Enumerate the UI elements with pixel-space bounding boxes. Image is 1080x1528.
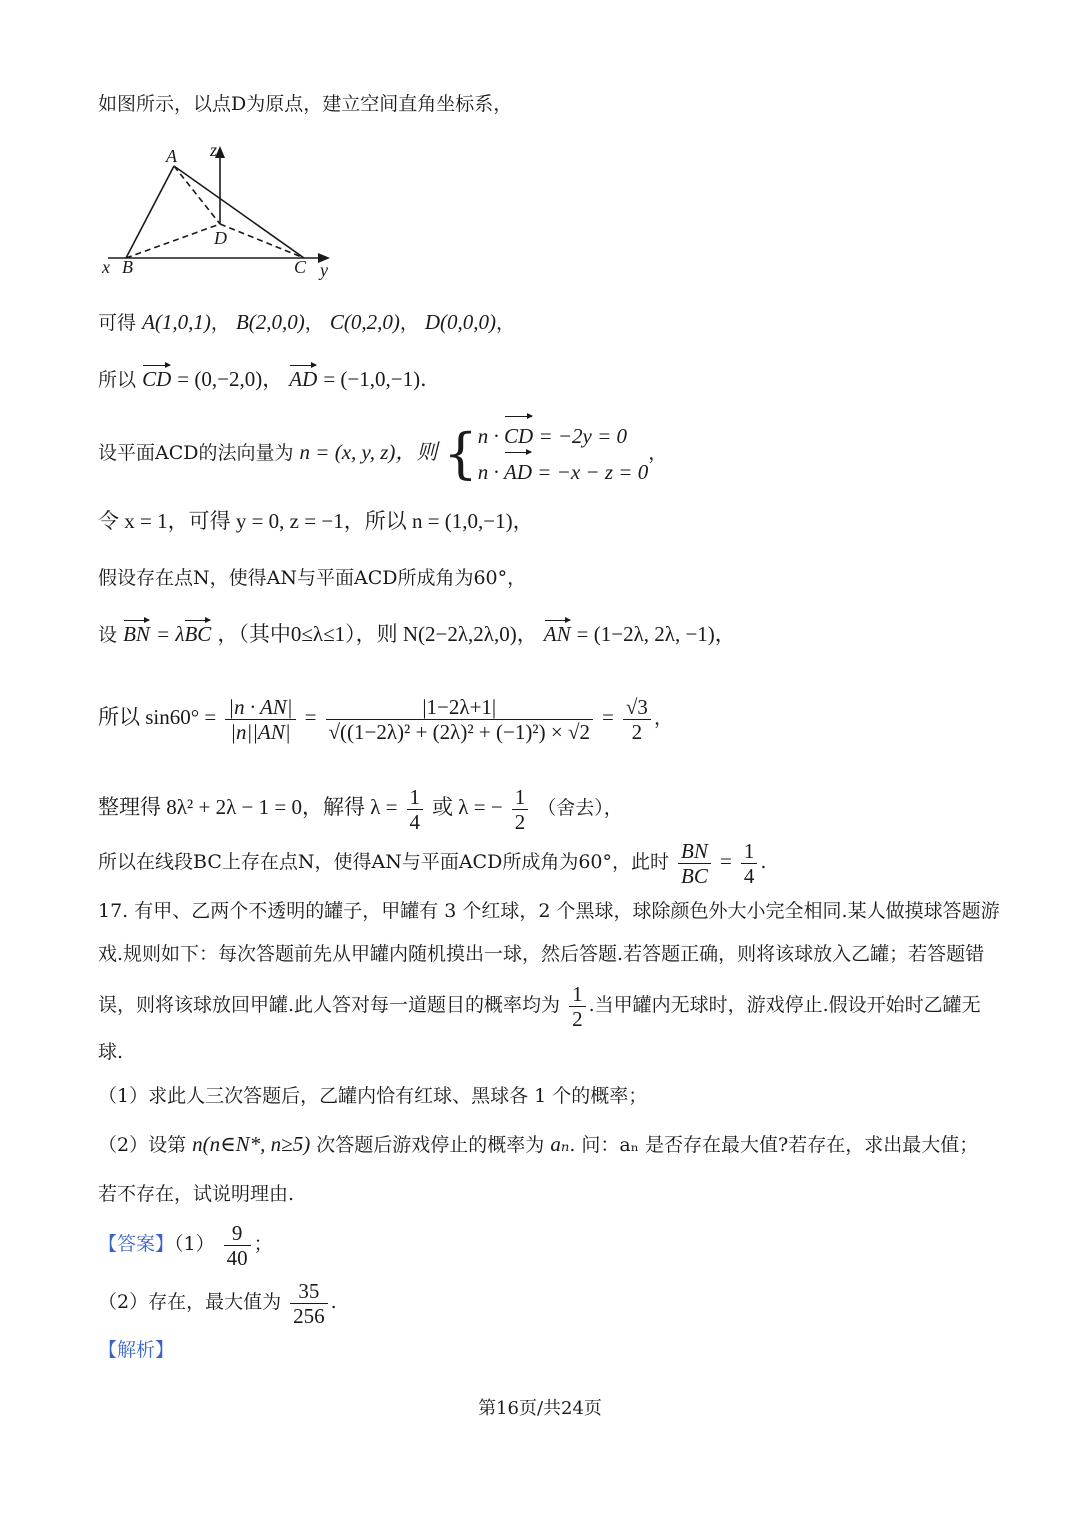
vector-CD: CD	[142, 367, 172, 391]
answer-line-1: 【答案】（1） $\frac{9}{40}$ ；	[98, 1220, 273, 1270]
label-z: z	[210, 140, 218, 160]
point-A: A(1,0,1)	[142, 310, 211, 334]
left-brace: {	[443, 422, 478, 485]
edge-AC	[174, 166, 304, 258]
q17-line-1: 17. 有甲、乙两个不透明的罐子，甲罐有 3 个红球，2 个黑球，球除颜色外大小完全相同.某人做摸球答题游	[98, 900, 1000, 922]
q17-line-4: 球.	[98, 1041, 124, 1063]
sine-equation-line: 所以 sin60° = $\frac{|n \cdot AN|}{|n||AN|}$ = $\frac{|1-2\lambda+1|}{\text{√((1−2λ)² + (2λ)² + (−1)²) × √2}}$ = $\frac{√3}{2}$ ，	[98, 694, 673, 744]
vectors-line: 所以 CD = (0,−2,0)， AD = (−1,0,−1)．	[98, 367, 442, 391]
intro-text: 如图所示，以点D为原点，建立空间直角坐标系，	[98, 93, 513, 115]
point-B: B(2,0,0)	[235, 310, 305, 334]
q17-line-3: 误，则将该球放回甲罐.此人答对每一道题目的概率均为 $\frac{1}{2}$ .当甲罐内无球时，游戏停止.假设开始时乙罐无	[98, 981, 981, 1031]
edge-AD	[174, 166, 220, 224]
point-D: D(0,0,0)	[424, 310, 497, 334]
coordinate-figure	[98, 140, 348, 280]
q17-line-2: 戏.规则如下：每次答题前先从甲罐内随机摸出一球，然后答题.若答题正确，则将该球放入乙罐；若答题错	[98, 943, 985, 965]
answer-label: 【答案】	[98, 1233, 175, 1255]
answer-line-2: （2）存在，最大值为 $\frac{35}{256}$ .	[98, 1278, 337, 1328]
normal-vector-line: 设平面ACD的法向量为 n = (x, y, z)，则 { n · CD = −2y = 0 n · AD = −x − z = 0 ，	[98, 418, 667, 490]
conclusion-line: 所以在线段BC上存在点N，使得AN与平面ACD所成角为60°，此时 $\frac{BN}{BC}$ = $\frac{1}{4}$ .	[98, 838, 767, 888]
analysis-label: 【解析】	[98, 1339, 175, 1361]
vector-AD: AD	[289, 367, 318, 391]
q17-part-1: （1）求此人三次答题后，乙罐内恰有红球、黑球各 1 个的概率；	[98, 1085, 648, 1107]
quadratic-line: 整理得 8λ² + 2λ − 1 = 0，解得 λ = $\frac{1}{4}$ 或 λ = − $\frac{1}{2}$ （舍去），	[98, 784, 623, 834]
solve-normal-line: 令 x = 1，可得 y = 0, z = −1，所以 n = (1,0,−1)，	[98, 509, 534, 533]
q17-part-2-cont: 若不存在，试说明理由.	[98, 1183, 295, 1205]
param-line: 设 BN = λBC ，（其中0≤λ≤1），则 N(2−2λ,2λ,0)， AN = (1−2λ, 2λ, −1)，	[98, 622, 736, 646]
label-C: C	[294, 257, 307, 277]
label-y: y	[320, 260, 328, 280]
q17-part-2: （2）设第 n(n∈N*, n≥5) 次答题后游戏停止的概率为 aₙ. 问：aₙ 是否存在最大值?若存在，求出最大值；	[98, 1132, 979, 1156]
assume-line: 假设存在点N，使得AN与平面ACD所成角为60°，	[98, 567, 527, 589]
label-B: B	[122, 257, 133, 277]
edge-BD	[126, 224, 220, 258]
coords-line: 可得 A(1,0,1)， B(2,0,0)， C(0,2,0)， D(0,0,0)，	[98, 310, 516, 334]
label-x: x	[102, 257, 110, 277]
label-D: D	[214, 228, 227, 248]
equation-system: n · CD = −2y = 0 n · AD = −x − z = 0	[478, 418, 648, 490]
edge-AB	[126, 166, 174, 258]
label-A: A	[166, 146, 177, 166]
point-C: C(0,2,0)	[329, 310, 400, 334]
page-footer: 第16页/共24页	[478, 1398, 602, 1419]
